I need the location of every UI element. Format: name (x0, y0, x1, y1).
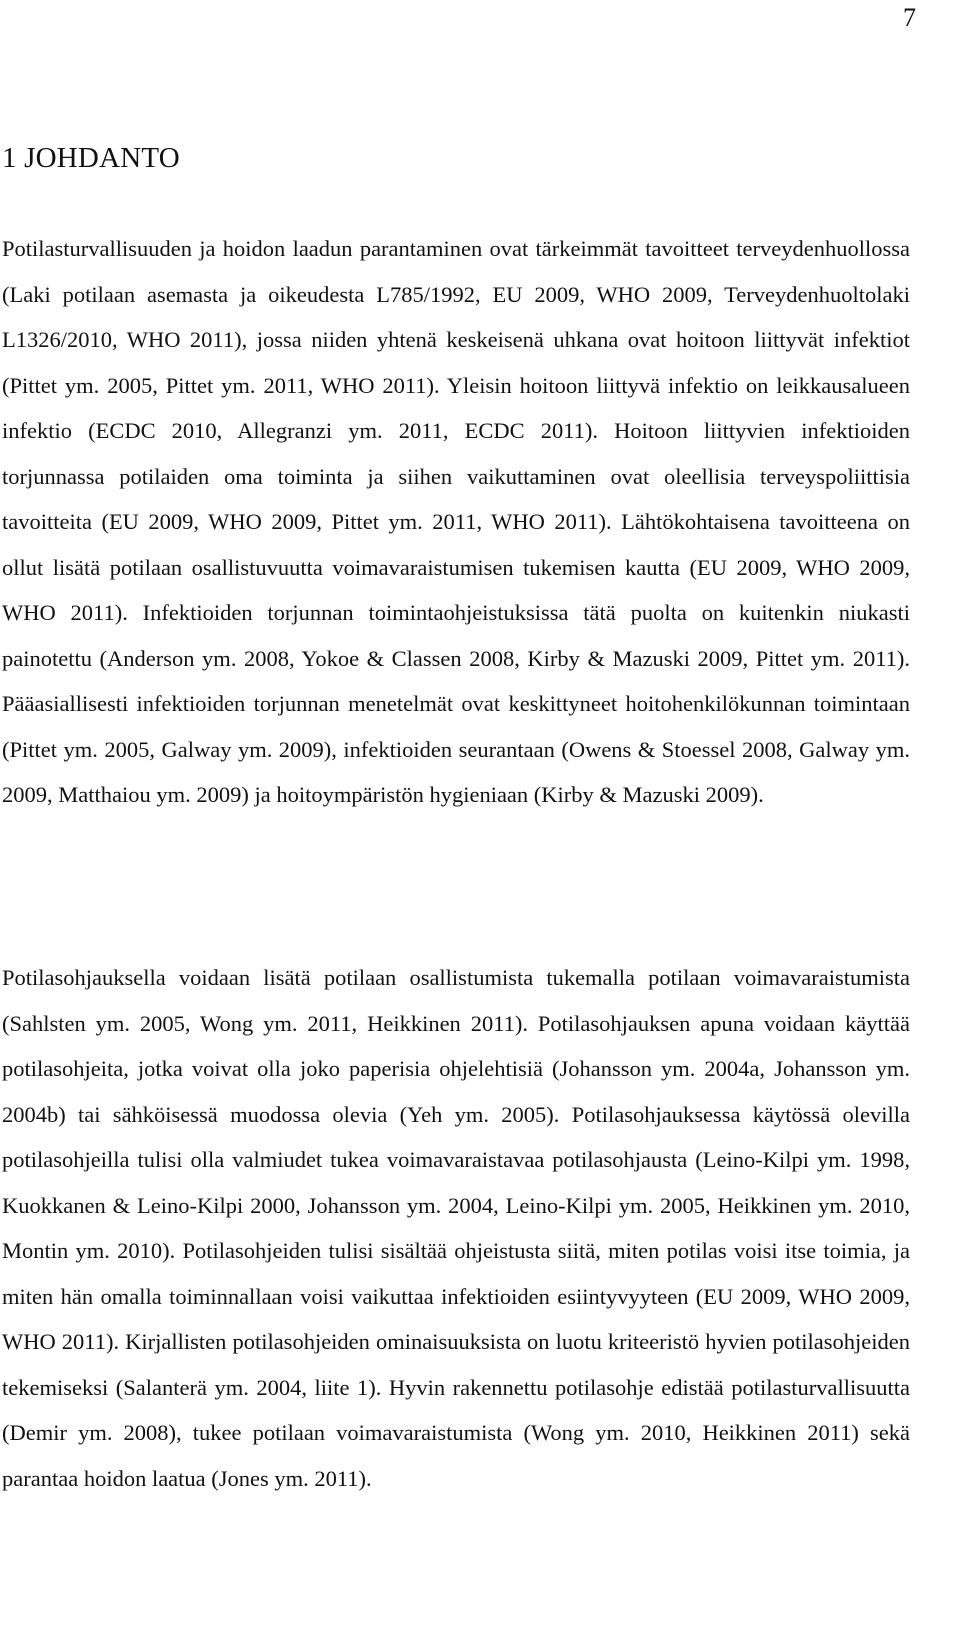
body-paragraph-patient-guidance: Potilasohjauksella voidaan lisätä potilaan osallistumista tukemalla potilaan voimavaraistumista (Sahlsten ym. 2005, Wong ym. 2011, Heikkinen 2011). Potilasohjauksen apuna voidaan käyttää potilasohjeita, jotka voivat olla joko paperisia ohjelehtisiä (Johansson ym. 2004a, Johansson ym. 2004b) tai sähköisessä muodossa olevia (Yeh ym. 2005). Potilasohjauksessa käytössä olevilla potilasohjeilla tulisi olla valmiudet tukea voimavaraistavaa potilasohjausta (Leino-Kilpi ym. 1998, Kuokkanen & Leino-Kilpi 2000, Johansson ym. 2004, Leino-Kilpi ym. 2005, Heikkinen ym. 2010, Montin ym. 2010). Potilasohjeiden tulisi sisältää ohjeistusta siitä, miten potilas voisi itse toimia, ja miten hän omalla toiminnallaan voisi vaikuttaa infektioiden esiintyvyyteen (EU 2009, WHO 2009, WHO 2011). Kirjallisten potilasohjeiden ominaisuuksista on luotu kriteeristö hyvien potilasohjeiden tekemiseksi (Salanterä ym. 2004, liite 1). Hyvin rakennettu potilasohje edistää potilasturvallisuutta (Demir ym. 2008), tukee potilaan voimavaraistumista (Wong ym. 2010, Heikkinen 2011) sekä parantaa hoidon laatua (Jones ym. 2011). (2, 965, 910, 1491)
page-number: 7 (903, 3, 916, 32)
section-heading: 1 JOHDANTO (2, 142, 180, 174)
body-paragraph-intro: Potilasturvallisuuden ja hoidon laadun parantaminen ovat tärkeimmät tavoitteet terveydenhuollossa (Laki potilaan asemasta ja oikeudesta L785/1992, EU 2009, WHO 2009, Terveydenhuoltolaki L1326/2010, WHO 2011), jossa niiden yhtenä keskeisenä uhkana ovat hoitoon liittyvät infektiot (Pittet ym. 2005, Pittet ym. 2011, WHO 2011). Yleisin hoitoon liittyvä infektio on leikkausalueen infektio (ECDC 2010, Allegranzi ym. 2011, ECDC 2011). Hoitoon liittyvien infektioiden torjunnassa potilaiden oma toiminta ja siihen vaikuttaminen ovat oleellisia terveyspoliittisia tavoitteita (EU 2009, WHO 2009, Pittet ym. 2011, WHO 2011). Lähtökohtaisena tavoitteena on ollut lisätä potilaan osallistuvuutta voimavaraistumisen tukemisen kautta (EU 2009, WHO 2009, WHO 2011). Infektioiden torjunnan toimintaohjeistuksissa tätä puolta on kuitenkin niukasti painotettu (Anderson ym. 2008, Yokoe & Classen 2008, Kirby & Mazuski 2009, Pittet ym. 2011). Pääasiallisesti infektioiden torjunnan menetelmät ovat keskittyneet hoitohenkilökunnan toimintaan (Pittet ym. 2005, Galway ym. 2009), infektioiden seurantaan (Owens & Stoessel 2008, Galway ym. 2009, Matthaiou ym. 2009) ja hoitoympäristön hygieniaan (Kirby & Mazuski 2009). (2, 236, 910, 807)
